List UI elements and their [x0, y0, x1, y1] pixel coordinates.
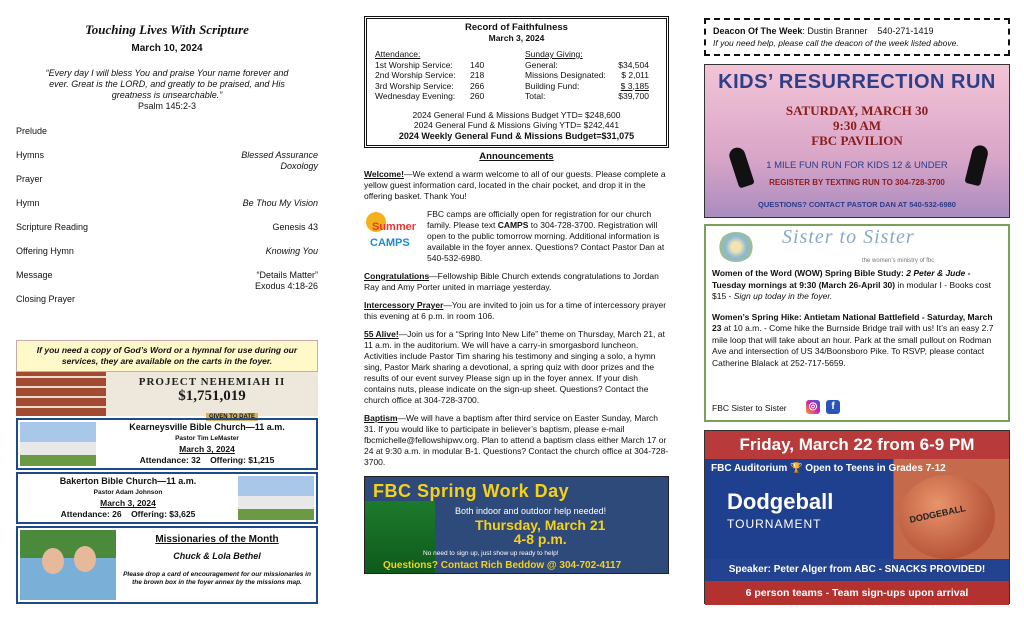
giving-ytd: 2024 General Fund & Missions Giving YTD= $242,441 — [413, 120, 620, 130]
dodgeball-date: Friday, March 22 from 6-9 PM — [705, 431, 1009, 459]
kids-run-contact: QUESTIONS? CONTACT PASTOR DAN AT 540-532-6980 — [758, 200, 956, 209]
workday-contact: Questions? Contact Rich Beddow @ 304-702-4117 — [383, 560, 622, 571]
dodgeball-image: DODGEBALL — [899, 475, 995, 559]
budget-ytd: 2024 General Fund & Missions Budget YTD= $248,600 — [412, 109, 621, 120]
spring-work-day-banner — [364, 476, 669, 574]
church-date: March 3, 2024 — [179, 444, 235, 454]
facebook-icon[interactable]: f — [826, 400, 840, 414]
announcements-title: Announcements — [479, 151, 554, 162]
record-of-faithfulness — [364, 16, 669, 148]
dodgeball-location: FBC Auditorium 🏆 Open to Teens in Grades 7-12 — [711, 463, 946, 474]
sister-to-sister-card — [704, 224, 1010, 422]
church-pastor: Pastor Tim LeMaster — [175, 435, 239, 442]
church-attendance: Attendance: 26 — [60, 509, 122, 519]
order-of-service — [16, 126, 318, 318]
church-pastor: Pastor Adam Johnson — [93, 489, 163, 496]
church-offering: Offering: $1,215 — [210, 455, 275, 465]
dodgeball-tournament-banner — [704, 430, 1010, 604]
order-row: Prelude — [16, 126, 48, 136]
nehemiah-amount: $1,751,019 — [178, 388, 246, 404]
nehemiah-label: GIVEN TO DATE — [206, 413, 258, 421]
nehemiah-title: PROJECT NEHEMIAH II — [138, 376, 286, 388]
kids-run-when: SATURDAY, MARCH 30 9:30 AM FBC PAVILION — [785, 103, 929, 148]
order-row: Hymns Blessed Assurance Doxology — [16, 150, 318, 171]
wow-bible-study: Women of the Word (WOW) Spring Bible Study: 2 Peter & Jude - Tuesday mornings at 9:30 (March 26-April 30) in modular I - Books cost $15 - Sign up today in the foyer. — [712, 268, 992, 301]
church-name: Kearneysville Bible Church—11 a.m. — [129, 422, 285, 432]
workday-note: No need to sign up, just show up ready to help! — [423, 550, 559, 557]
church-attendance: Attendance: 32 — [139, 455, 201, 465]
scripture-reference: Psalm 145:2-3 — [137, 101, 197, 111]
church-name: Bakerton Bible Church—11 a.m. — [59, 476, 197, 486]
kids-run-title: KIDS’ RESURRECTION RUN — [718, 71, 996, 93]
church-photo — [20, 422, 96, 466]
scripture-verse: “Every day I will bless You and praise Your name forever and ever. Great is the LORD, and greatly to be praised, and His greatness is unsearchable.” — [45, 68, 289, 100]
summer-camps-logo: Summer CAMPS — [364, 212, 424, 262]
deacon-of-the-week: Deacon Of The Week: Dustin Branner 540-271-1419 If you need help, please call the deacon of the week listed above. — [704, 18, 1010, 56]
bakerton-card — [16, 472, 318, 524]
order-row: Message “Details Matter” Exodus 4:18-26 — [16, 270, 318, 291]
church-photo — [238, 476, 314, 520]
project-nehemiah-banner — [16, 372, 318, 420]
workday-title: FBC Spring Work Day — [373, 481, 570, 501]
dodgeball-teams: 6 person teams - Team sign-ups upon arrival — [705, 581, 1009, 605]
weekly-budget: 2024 Weekly General Fund & Missions Budget=$31,075 — [398, 130, 635, 141]
kids-run-description: 1 MILE FUN RUN FOR KIDS 12 & UNDER — [766, 160, 948, 171]
order-row: Scripture Reading Genesis 43 — [16, 222, 318, 232]
kearneysville-card — [16, 418, 318, 470]
flower-image — [718, 232, 754, 262]
workday-when: Thursday, March 21 4-8 p.m. — [475, 517, 606, 547]
announcement-camps: Summer CAMPS FBC camps are officially open for registration for our church family. Please text CAMPS to 304-728-3700. Registration will open to the public tomorrow morning. Additional information is available in the foyer annex. Questions? Contact Pastor Dan at 540-532-6980. — [364, 209, 669, 264]
announcement-baptism: Baptism—We will have a baptism after third service on Easter Sunday, March 31. If you would like to participate in believer’s baptism, please e-mail fbcmichelle@fellowshipwv.org. Plan to attend a baptism class either March 17 or 24 at 9:30 a.m. in modular B-1. Questions? Contact the church office at 304-728-3700. — [364, 413, 669, 467]
missionaries-note: Please drop a card of encouragement for our missionaries in the brown box in the foyer annex by the missions map. — [123, 571, 311, 586]
announcement-55-alive: 55 Alive!—Join us for a “Spring Into New Life” theme on Thursday, March 21, at 11 a.m. in the auditorium. We will have a carry-in smorgasbord luncheon. Activities include Pastor Tim sharing his testimony and singing a solo, a hymn sing, Pastor Mark sharing a devotional, a spring quiz with door prizes and the results of our event survey Please sign up in the foyer annex. If your dish contains nuts, please indicate on the sign-up sheet. Questions? Contact the church office at 304-728-3700. — [364, 329, 665, 405]
workday-subtitle: Both indoor and outdoor help needed! — [455, 506, 607, 516]
instagram-icon[interactable]: ◎ — [806, 400, 820, 414]
announcement-congratulations: Congratulations—Fellowship Bible Church extends congratulations to Jordan Ray and Amy Porter united in marriage yesterday. — [364, 271, 659, 292]
missionaries-card — [16, 526, 318, 604]
service-title: Touching Lives With Scripture — [85, 22, 249, 37]
dodgeball-speaker: Speaker: Peter Alger from ABC - SNACKS PROVIDED! — [705, 559, 1009, 581]
kids-run-register: REGISTER BY TEXTING RUN TO 304-728-3700 — [769, 178, 945, 187]
order-row: Closing Prayer — [16, 294, 76, 304]
faithfulness-date: March 3, 2024 — [488, 33, 545, 43]
faithfulness-title: Record of Faithfulness — [465, 22, 568, 33]
church-date: March 3, 2024 — [100, 498, 156, 508]
church-offering: Offering: $3,625 — [131, 509, 196, 519]
service-date: March 10, 2024 — [131, 43, 203, 54]
announcements-column — [364, 0, 669, 574]
dodgeball-title: Dodgeball — [727, 489, 834, 514]
missionaries-names: Chuck & Lola Bethel — [173, 551, 261, 561]
giving-list: Sunday Giving: General: $34,504 Missions Designated: $ 2,011 Building Fund: $ 3,185 Total: $39,700 — [525, 49, 649, 101]
hymnal-note: If you need a copy of God’s Word or a hymnal for use during our services, they are available on the carts in the foyer. — [16, 340, 318, 372]
dodgeball-tournament: TOURNAMENT — [727, 517, 822, 531]
order-row: Prayer — [16, 174, 43, 184]
kids-resurrection-run-banner — [704, 64, 1010, 218]
attendance-list: Attendance: 1st Worship Service: 140 2nd Worship Service: 218 3rd Worship Service: 266 Wednesday Evening: 260 — [375, 49, 485, 101]
missionaries-photo — [20, 530, 116, 600]
order-row: Hymn Be Thou My Vision — [16, 198, 318, 208]
announcement-welcome: Welcome!—We extend a warm welcome to all of our guests. Please complete a yellow guest information card, located in the chair pocket, and drop it in the offering basket. Thank You! — [364, 169, 666, 201]
events-column — [704, 0, 1010, 604]
order-of-service-column — [16, 0, 318, 604]
announcement-intercessory-prayer: Intercessory Prayer—You are invited to join us for a time of intercessory prayer this evening at 6 p.m. in room 106. — [364, 300, 667, 321]
missionaries-title: Missionaries of the Month — [155, 534, 279, 545]
sister-title: Sister to Sister — [782, 226, 915, 248]
spring-hike: Women’s Spring Hike: Antietam National Battlefield - Saturday, March 23 at 10 a.m. - Come hike the Burnside Bridge trail with us! It’s an easy 2.7 mile loop that will take about an hour. Park at the small pullout on Rodman Ave and intersection of US 34/Boonsboro Pike. To RSVP, please contact Catherine Blalack at 252-717-5659. — [712, 311, 994, 368]
sister-footer: FBC Sister to Sister — [712, 402, 787, 413]
sister-subtitle: the women’s ministry of fbc — [862, 258, 935, 264]
order-row: Offering Hymn Knowing You — [16, 246, 318, 256]
